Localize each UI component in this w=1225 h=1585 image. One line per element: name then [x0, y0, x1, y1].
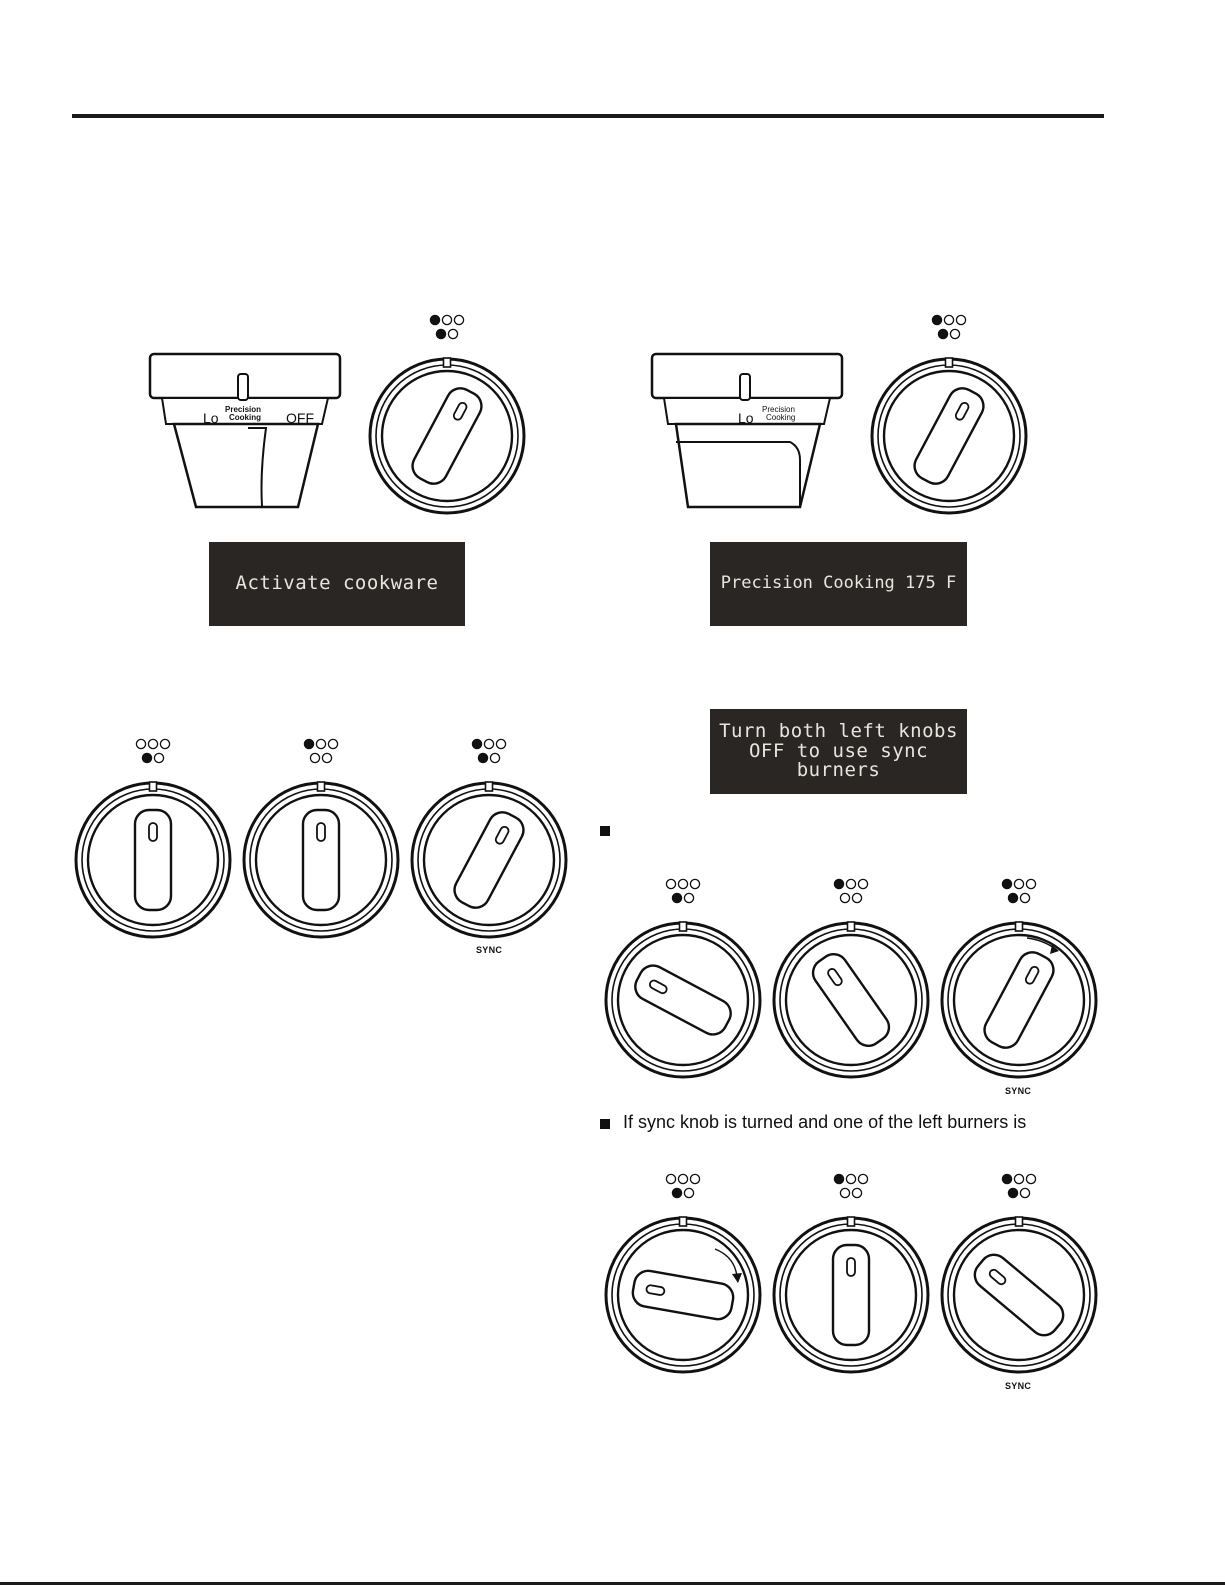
side-knob-off-label: OFF: [286, 410, 314, 426]
control-knob-icon: [768, 878, 934, 1088]
burner-indicator-icon: [932, 315, 965, 338]
side-knob2-lo-label: Lo: [738, 410, 754, 426]
side-knob-precision-icon: [148, 352, 348, 512]
control-knob-icon: [600, 1173, 766, 1383]
control-knob-icon: [364, 314, 530, 524]
burner-indicator-icon: [834, 1174, 867, 1197]
burner-indicator-icon: [834, 879, 867, 902]
bullet-square-icon: [600, 826, 610, 836]
side-knob-lo-label: Lo: [203, 410, 219, 426]
side-knob2-cooking-label: Cooking: [766, 413, 796, 422]
display-activate-text: Activate cookware: [235, 572, 439, 595]
display-line-2: OFF to use sync: [748, 739, 929, 762]
side-knob2-precision-label: Precision: [762, 405, 795, 414]
side-knob-lo-icon: [650, 352, 850, 512]
burner-indicator-icon: [430, 315, 463, 338]
display-turn-off-left-knobs: [710, 709, 967, 794]
burner-indicator-icon: [666, 1174, 699, 1197]
burner-indicator-icon: [136, 739, 169, 762]
top-rule: [72, 114, 1104, 118]
sync-label: SYNC: [1005, 1086, 1032, 1096]
control-knob-icon: [936, 878, 1102, 1088]
burner-indicator-icon: [472, 739, 505, 762]
note-sync-knob: If sync knob is turned and one of the left burners is: [623, 1112, 1027, 1132]
burner-indicator-icon: [1002, 879, 1035, 902]
bullet-square-icon: [600, 1119, 610, 1129]
sync-label: SYNC: [1005, 1381, 1032, 1391]
control-knob-icon: [768, 1173, 934, 1383]
display-precision-text: Precision Cooking 175 F: [720, 573, 957, 594]
burner-indicator-icon: [304, 739, 337, 762]
sync-label: SYNC: [476, 945, 503, 955]
control-knob-icon: [936, 1173, 1102, 1383]
display-precision-cooking: [710, 542, 967, 626]
side-knob-cooking-label: Cooking: [229, 413, 261, 422]
control-knob-icon: [866, 314, 1032, 524]
burner-indicator-icon: [666, 879, 699, 902]
control-knob-icon: [238, 738, 404, 948]
display-line-1: Turn both left knobs: [719, 719, 958, 742]
display-line-3: burners: [796, 759, 881, 782]
control-knob-icon: [406, 738, 572, 948]
control-knob-icon: [70, 738, 236, 948]
control-knob-icon: [600, 878, 766, 1088]
side-knob-precision-label: Precision: [225, 405, 262, 414]
burner-indicator-icon: [1002, 1174, 1035, 1197]
display-activate-cookware: [209, 542, 465, 626]
